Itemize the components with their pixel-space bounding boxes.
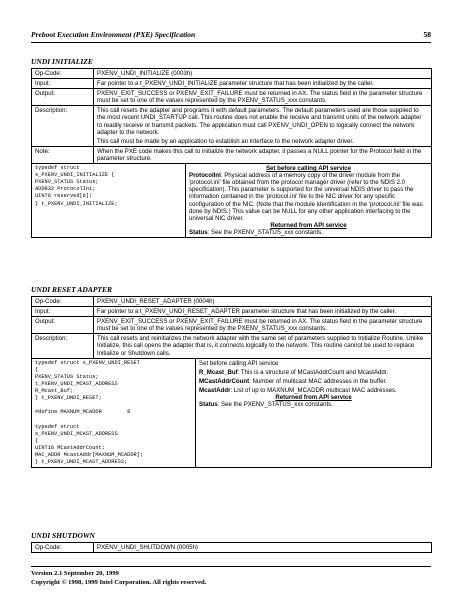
note-label: Note: bbox=[32, 146, 94, 163]
field-name: MCastAddrCount bbox=[199, 377, 250, 385]
page-header bbox=[31, 30, 431, 39]
field-mcastaddrcount bbox=[199, 378, 428, 385]
undi-reset-adapter-spec bbox=[31, 296, 432, 468]
op-code-row bbox=[32, 543, 432, 553]
status-field bbox=[189, 229, 428, 236]
output-value: PXENV_EXIT_SUCCESS or PXENV_EXIT_FAILURE must be returned in AX. The status field in the parameter structure must be set to one of the values represented by the PXENV_STATUS_xxx constants. bbox=[94, 317, 432, 334]
returned-heading: Returned from API service bbox=[275, 394, 352, 402]
field-name: ProtocolIni bbox=[189, 172, 221, 180]
description-label: Description: bbox=[32, 106, 94, 146]
op-code-value: PXENV_UNDI_INITIALIZE (0003h) bbox=[94, 69, 432, 79]
input-value: Far pointer to a t_PXENV_UNDI_RESET_ADAPTER parameter structure that has been initialized by the caller. bbox=[94, 307, 432, 317]
input-label: Input: bbox=[32, 79, 94, 89]
input-row bbox=[32, 79, 432, 89]
undi-initialize-spec bbox=[31, 68, 432, 238]
status-label: Status bbox=[189, 228, 208, 236]
struct-code: typedef struct s_PXENV_UNDI_RESET { PXENV_STATUS Status; t_PXENV_UNDI_MCAST_ADDRESS R_Mcast_Buf; } t_PXENV_UNDI_RESET; #define MAXNUM_MCADDR 8 typedef struct s_PXENV_UNDI_MCAST_ADDRESS { UINT16 MCastAddrCount; MAC_ADDR McastAddr[MAXNUM_MCADDR]; } t_PXENV_UNDI_MCAST_ADDRESS; bbox=[32, 358, 196, 467]
op-code-label: Op-Code: bbox=[32, 543, 94, 553]
section-title-undi-initialize: UNDI INITIALIZE bbox=[31, 57, 93, 66]
before-heading: Set before calling API service bbox=[265, 165, 352, 173]
footer-rule bbox=[31, 566, 431, 567]
op-code-value: PXENV_UNDI_RESET_ADAPTER (0004h) bbox=[94, 297, 432, 307]
output-row bbox=[32, 317, 432, 334]
field-r-mcast-buf bbox=[199, 369, 428, 376]
status-text: : See the PXENV_STATUS_xxx constants. bbox=[217, 401, 333, 409]
description-row bbox=[32, 334, 432, 358]
op-code-row bbox=[32, 69, 432, 79]
header-title: Preboot Execution Environment (PXE) Specification bbox=[31, 30, 196, 39]
op-code-value: PXENV_UNDI_SHUTDOWN (0005h) bbox=[94, 543, 432, 553]
output-label: Output: bbox=[32, 317, 94, 334]
output-value: PXENV_EXIT_SUCCESS or PXENV_EXIT_FAILURE must be returned in AX. The status field in the parameter structure must be set to one of the values represented by the PXENV_STATUS_xxx constants. bbox=[94, 89, 432, 106]
note-value: When the PXE code makes this call to initialize the network adapter, it passes a NULL pointer for the Protocol field in the parameter structure. bbox=[94, 146, 432, 163]
input-row bbox=[32, 307, 432, 317]
field-name: McastAddr bbox=[199, 386, 231, 394]
field-desc: : List of up to MAXNUM_MCADDR multicast MAC addresses. bbox=[230, 386, 397, 394]
header-rule bbox=[31, 42, 431, 43]
op-code-row bbox=[32, 297, 432, 307]
footer-copyright: Copyright © 1998, 1999 Intel Corporation. All rights reserved. bbox=[31, 579, 207, 586]
description-cell bbox=[94, 106, 432, 146]
field-name: R_Mcast_Buf bbox=[199, 368, 238, 376]
field-protocolini bbox=[189, 172, 428, 222]
returned-heading: Returned from API service bbox=[270, 221, 347, 229]
struct-row bbox=[32, 358, 432, 467]
input-label: Input: bbox=[32, 307, 94, 317]
description-value: This call resets and reinitializes the network adapter with the same set of parameters supplied to Initialize Routine. Unlike Initialize, this call opens the adapter that is, it connects logically to the network. This routine cannot be used to replace Initialize or Shutdown calls. bbox=[94, 334, 432, 358]
note-row bbox=[32, 146, 432, 163]
struct-row bbox=[32, 164, 432, 238]
input-value: Far pointer to a t_PXENV_UNDI_INITIALIZE parameter structure that has been initialized by the caller. bbox=[94, 79, 432, 89]
field-desc: : Physical address of a memory copy of the driver module from the 'protocol.ini' file obtained from the protocol manager driver (refer to the NDIS 2.0 specification). This parameter is supported for the universal NDIS driver to pass the information contained in the 'protocol.ini' file to the NIC driver for any specific configuration of the NIC. (Note that the module identification in the 'protocol.ini' file was done by NDIS.) This value can be NULL for any other application interfacing to the universal NIC driver. bbox=[189, 172, 423, 222]
output-label: Output: bbox=[32, 89, 94, 106]
field-desc: : Number of multicast MAC addresses in the buffer. bbox=[249, 377, 387, 385]
description-value-2: This call must be made by an application to establish an interface to the network adapter driver. bbox=[97, 137, 354, 145]
op-code-label: Op-Code: bbox=[32, 297, 94, 307]
section-title-undi-shutdown: UNDI SHUTDOWN bbox=[31, 531, 95, 540]
section-title-undi-reset-adapter: UNDI RESET ADAPTER bbox=[31, 285, 112, 294]
output-row bbox=[32, 89, 432, 106]
struct-code: typedef struct s_PXENV_UNDI_INITIALIZE { PXENV_STATUS Status; ADDR32 ProtocolIni; UINT8 reserved[8]; } t_PXENV_UNDI_INITIALIZE; bbox=[32, 164, 186, 238]
undi-shutdown-spec bbox=[31, 542, 432, 553]
footer-version: Version 2.1 September 20, 1999 bbox=[31, 570, 119, 577]
description-row bbox=[32, 106, 432, 146]
struct-fields bbox=[186, 164, 432, 238]
field-desc: : This is a structure of MCastAddrCount and McastAddr. bbox=[237, 368, 389, 376]
status-text: : See the PXENV_STATUS_xxx constants. bbox=[207, 228, 323, 236]
status-label: Status bbox=[199, 401, 218, 409]
page-number: 58 bbox=[423, 30, 431, 39]
struct-fields bbox=[196, 358, 432, 467]
description-label: Description: bbox=[32, 334, 94, 358]
field-mcastaddr bbox=[199, 387, 428, 394]
op-code-label: Op-Code: bbox=[32, 69, 94, 79]
before-heading: Set before calling API service bbox=[199, 359, 279, 367]
status-field bbox=[199, 401, 428, 408]
description-value: This call resets the adapter and programs it with default parameters. The default parameters used are those supplied to the most recent UNDI_STARTUP call. This routine does not enable the receive and transmit units of the network adapter to readily receive or transmit packets. The application must call PXENV_UNDI_OPEN to logically connect the network adapter to the network. bbox=[97, 107, 422, 136]
